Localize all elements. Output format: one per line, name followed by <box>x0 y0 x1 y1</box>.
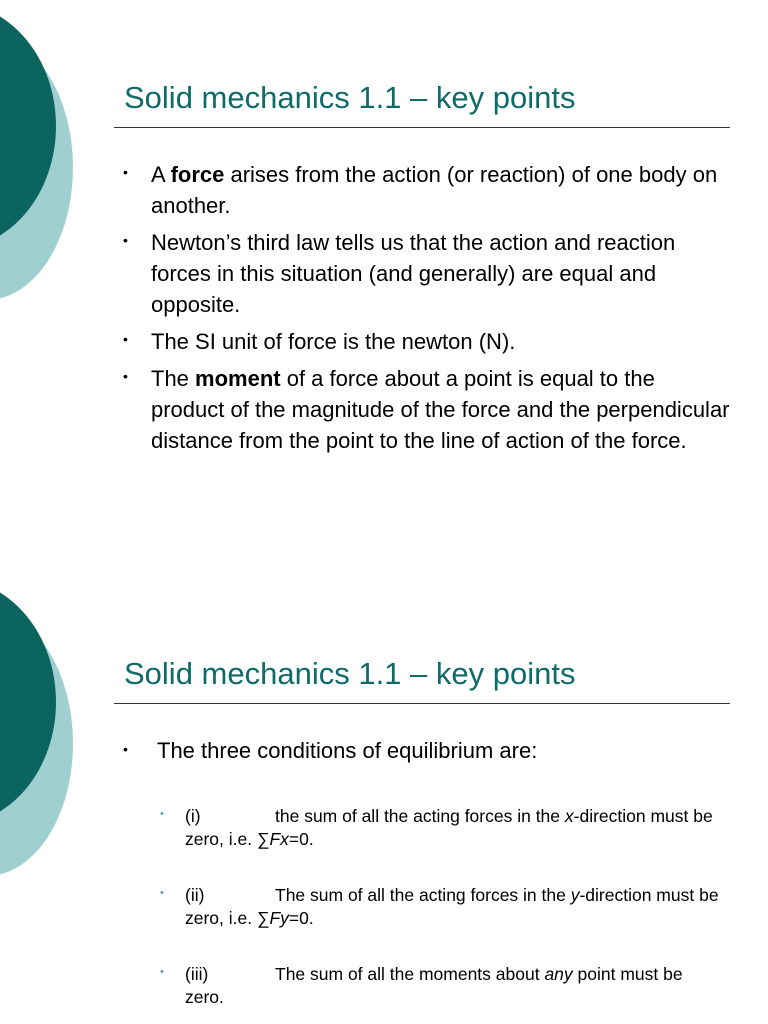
condition-number: (iii) <box>185 964 209 984</box>
sub-bullet-icon: • <box>160 808 164 820</box>
title-divider <box>114 127 730 128</box>
slide-title: Solid mechanics 1.1 – key points <box>124 656 576 691</box>
bullet-icon: • <box>123 741 128 757</box>
equilibrium-intro: • The three conditions of equilibrium are: <box>123 738 538 763</box>
bullet-newton-third-law: • Newton’s third law tells us that the action and reaction forces in this situation (and generally) are equal and opposite. <box>120 227 730 320</box>
bullet-force: • A force arises from the action (or reaction) of one body on another. <box>120 159 730 221</box>
condition-number: (i) <box>185 806 201 826</box>
slide-2 <box>0 576 768 1024</box>
bullet-icon: • <box>123 164 128 180</box>
bullet-icon: • <box>123 368 128 384</box>
bullet-moment: • The moment of a force about a point is equal to the product of the magnitude of the force and the perpendicular distance from the point to the line of action of the force. <box>120 363 730 456</box>
slide-title: Solid mechanics 1.1 – key points <box>124 80 576 115</box>
condition-x-forces: • (i) the sum of all the acting forces in the x-direction must be zero, i.e. ∑Fx=0. <box>160 806 713 849</box>
condition-number: (ii) <box>185 885 205 905</box>
bullet-si-unit: • The SI unit of force is the newton (N). <box>120 326 730 357</box>
condition-moments: • (iii) The sum of all the moments about any point must be zero. <box>160 964 683 1007</box>
title-divider <box>114 703 730 704</box>
term-force: force <box>170 162 225 187</box>
bullet-list <box>120 159 730 462</box>
condition-y-forces: • (ii) The sum of all the acting forces in the y-direction must be zero, i.e. ∑Fy=0. <box>160 885 719 928</box>
bullet-icon: • <box>123 331 128 347</box>
term-moment: moment <box>195 366 281 391</box>
sub-bullet-icon: • <box>160 887 164 899</box>
bullet-icon: • <box>123 232 128 248</box>
sub-bullet-icon: • <box>160 966 164 978</box>
